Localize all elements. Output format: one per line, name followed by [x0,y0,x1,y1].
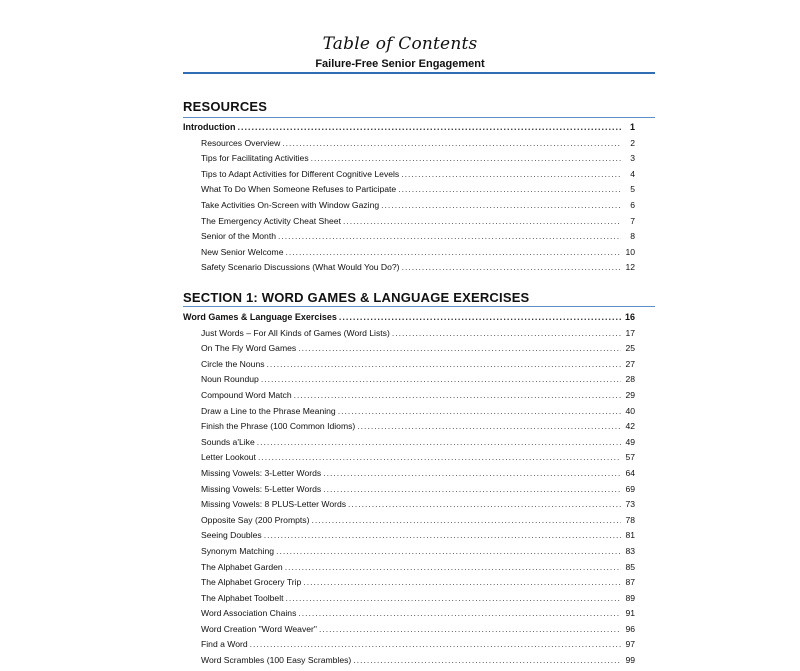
dot-leader [401,169,621,179]
toc-entry-label: Take Activities On-Screen with Window Gazing [201,199,380,210]
dot-leader [323,484,621,494]
toc-entry-label: Word Scrambles (100 Easy Scrambles) [201,655,352,666]
toc-entry-label: The Alphabet Grocery Trip [201,577,302,588]
toc-entry-label: Senior of the Month [201,231,277,242]
toc-entry-page-number: 12 [625,262,635,273]
toc-entry-page-number: 87 [625,577,635,588]
toc-entry-page-number: 10 [625,246,635,257]
toc-entry[interactable] [183,452,635,468]
dot-leader [311,153,621,163]
toc-entry-label: Seeing Doubles [201,530,262,541]
dot-leader [285,247,621,257]
toc-entry[interactable] [183,468,635,484]
dot-leader [282,138,621,148]
toc-entry-label: Sounds a'Like [201,436,255,447]
toc-entry-label: Missing Vowels: 5-Letter Words [201,483,322,494]
dot-leader [348,499,621,509]
toc-entry[interactable] [183,169,635,185]
toc-entry[interactable] [183,484,635,500]
toc-entry-page-number: 81 [625,530,635,541]
toc-entry-label: Tips for Facilitating Activities [201,153,309,164]
dot-leader [298,608,621,618]
toc-entry[interactable] [183,437,635,453]
toc-entry-page-number: 85 [625,561,635,572]
toc-entry-page-number: 28 [625,374,635,385]
dot-leader [402,262,621,272]
toc-entry[interactable] [183,562,635,578]
toc-entry-page-number: 91 [625,608,635,619]
toc-entry[interactable] [183,359,635,375]
toc-entry-page-number: 4 [630,168,635,179]
page-title: Table of Contents [322,34,478,54]
toc-entry[interactable] [183,593,635,609]
toc-entry-page-number: 42 [625,421,635,432]
toc-entry-page-number: 2 [630,137,635,148]
toc-entry-label: Find a Word [201,639,248,650]
dot-leader [267,359,621,369]
dot-leader [261,374,621,384]
toc-entry-page-number: 89 [625,592,635,603]
section-divider-section1 [183,306,655,307]
toc-entry[interactable] [183,247,635,263]
toc-entry[interactable] [183,530,635,546]
toc-entry-label: On The Fly Word Games [201,343,297,354]
dot-leader [294,390,621,400]
toc-entry-page-number: 25 [625,343,635,354]
dot-leader [286,593,622,603]
toc-entry[interactable] [183,608,635,624]
dot-leader [258,452,621,462]
toc-entry-label: The Emergency Activity Cheat Sheet [201,215,341,226]
toc-entry[interactable] [183,122,635,138]
toc-entry[interactable] [183,577,635,593]
page-subtitle: Failure-Free Senior Engagement [315,58,485,70]
toc-entry-label: Missing Vowels: 3-Letter Words [201,467,322,478]
dot-leader [339,312,621,322]
toc-entry-page-number: 16 [624,312,635,322]
toc-entry[interactable] [183,231,635,247]
toc-entry-page-number: 8 [630,231,635,242]
toc-entry-label: Letter Lookout [201,452,256,463]
toc-entry[interactable] [183,624,635,640]
toc-entry[interactable] [183,421,635,437]
toc-entry-page-number: 78 [625,514,635,525]
dot-leader [343,216,621,226]
toc-entry[interactable] [183,390,635,406]
section-heading-resources: RESOURCES [183,99,268,114]
toc-entry-page-number: 69 [625,483,635,494]
toc-entry[interactable] [183,499,635,515]
dot-leader [264,530,621,540]
toc-entry[interactable] [183,312,635,328]
dot-leader [298,343,621,353]
toc-entry[interactable] [183,639,635,655]
toc-entry-page-number: 7 [630,215,635,226]
toc-entry-page-number: 5 [630,184,635,195]
toc-entry-page-number: 49 [625,436,635,447]
dot-leader [338,406,621,416]
toc-entry-label: Word Association Chains [201,608,297,619]
section-divider-resources [183,117,655,118]
toc-entry-page-number: 57 [625,452,635,463]
dot-leader [392,328,621,338]
toc-entry-page-number: 97 [625,639,635,650]
toc-entry-page-number: 6 [630,199,635,210]
toc-entry[interactable] [183,546,635,562]
toc-entry-label: Synonym Matching [201,545,275,556]
toc-entry-label: Introduction [183,122,236,132]
toc-entry[interactable] [183,406,635,422]
dot-leader [250,639,621,649]
dot-leader [357,421,621,431]
toc-list-section1 [183,312,635,671]
toc-entry-label: The Alphabet Garden [201,561,283,572]
toc-entry-label: Draw a Line to the Phrase Meaning [201,405,336,416]
toc-entry[interactable] [183,138,635,154]
toc-entry-label: Circle the Nouns [201,358,265,369]
toc-entry-label: Opposite Say (200 Prompts) [201,514,310,525]
toc-entry[interactable] [183,153,635,169]
dot-leader [276,546,621,556]
toc-entry-label: Tips to Adapt Activities for Different Cognitive Levels [201,168,400,179]
toc-entry-page-number: 99 [625,655,635,666]
toc-entry[interactable] [183,343,635,359]
dot-leader [285,562,621,572]
dot-leader [303,577,621,587]
toc-entry[interactable] [183,515,635,531]
toc-entry-label: Just Words – For All Kinds of Games (Word Lists) [201,327,390,338]
toc-entry-label: Word Creation "Word Weaver" [201,623,317,634]
toc-entry[interactable] [183,184,635,200]
dot-leader [257,437,621,447]
dot-leader [381,200,621,210]
toc-entry[interactable] [183,655,635,671]
toc-entry-label: Word Games & Language Exercises [183,312,337,322]
dot-leader [238,122,622,132]
toc-entry-label: Missing Vowels: 8 PLUS-Letter Words [201,499,347,510]
toc-list-resources [183,122,635,278]
toc-entry[interactable] [183,374,635,390]
toc-entry-page-number: 29 [625,389,635,400]
toc-entry-page-number: 40 [625,405,635,416]
toc-entry[interactable] [183,216,635,232]
toc-entry-label: New Senior Welcome [201,246,284,257]
toc-entry[interactable] [183,328,635,344]
dot-leader [323,468,621,478]
toc-entry-label: Compound Word Match [201,389,292,400]
toc-entry[interactable] [183,200,635,216]
dot-leader [398,184,621,194]
toc-entry-page-number: 73 [625,499,635,510]
dot-leader [319,624,621,634]
section-heading-section1: SECTION 1: WORD GAMES & LANGUAGE EXERCISES [183,290,530,305]
dot-leader [353,655,621,665]
toc-entry-page-number: 17 [625,327,635,338]
toc-entry-label: What To Do When Someone Refuses to Participate [201,184,397,195]
toc-entry-page-number: 1 [629,122,635,132]
toc-entry-page-number: 64 [625,467,635,478]
dot-leader [311,515,621,525]
toc-entry-page-number: 96 [625,623,635,634]
title-divider [183,72,655,74]
toc-entry-page-number: 3 [630,153,635,164]
dot-leader [278,231,621,241]
toc-entry-label: Resources Overview [201,137,281,148]
toc-entry[interactable] [183,262,635,278]
toc-entry-label: Safety Scenario Discussions (What Would You Do?) [201,262,400,273]
toc-entry-label: Noun Roundup [201,374,259,385]
toc-entry-page-number: 27 [625,358,635,369]
toc-entry-label: Finish the Phrase (100 Common Idioms) [201,421,356,432]
toc-entry-label: The Alphabet Toolbelt [201,592,284,603]
toc-entry-page-number: 83 [625,545,635,556]
